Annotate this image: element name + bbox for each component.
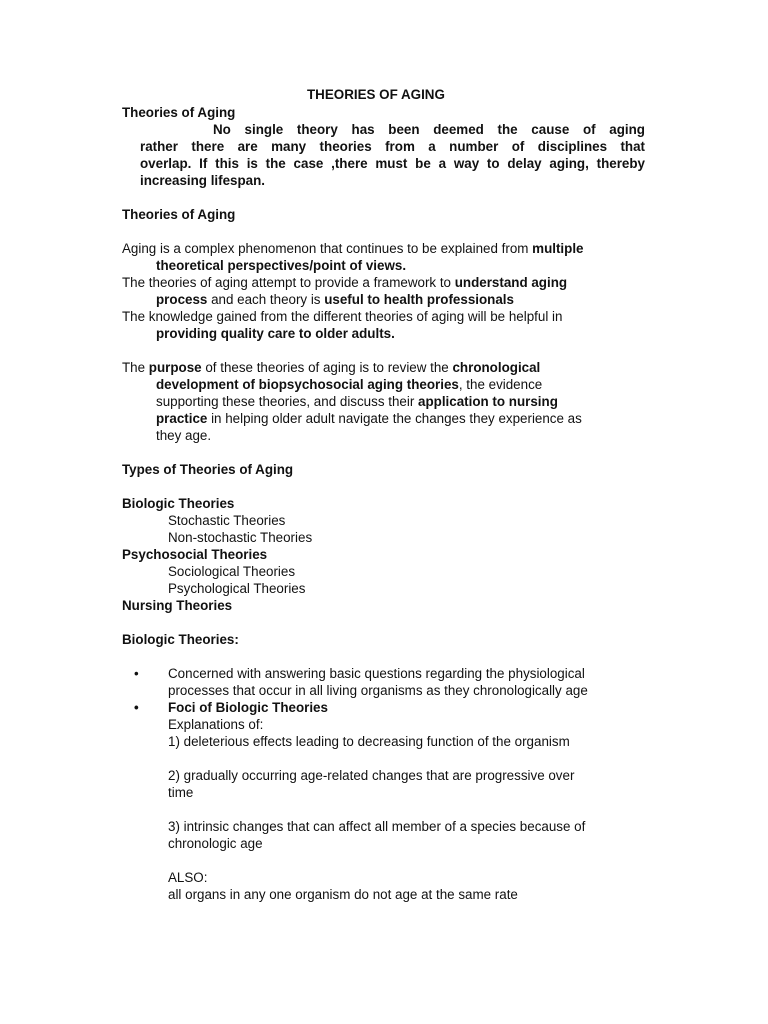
biologic-bullet1-line2: processes that occur in all living organisms as they chronologically age: [168, 683, 588, 698]
purpose-line-5: they age.: [156, 428, 212, 443]
document-title: THEORIES OF AGING: [307, 87, 445, 102]
types-nursing: Nursing Theories: [122, 598, 233, 613]
biologic-item-3-line2: chronologic age: [168, 836, 263, 851]
biologic-item-2-line2: time: [168, 785, 194, 800]
types-psychological: Psychological Theories: [168, 581, 306, 596]
biologic-also-label: ALSO:: [168, 870, 208, 885]
intro-line-2: rather there are many theories from a number of disciplines that: [140, 139, 645, 154]
purpose-line-3: supporting these theories, and discuss their application to nursing: [156, 394, 558, 409]
bullet-icon: •: [134, 700, 139, 715]
biologic-also-text: all organs in any one organism do not age at the same rate: [168, 887, 518, 902]
biologic-explanations: Explanations of:: [168, 717, 264, 732]
types-sociological: Sociological Theories: [168, 564, 296, 579]
section2-para1-line1: Aging is a complex phenomenon that continues to be explained from multiple: [122, 241, 584, 256]
biologic-foci-title: Foci of Biologic Theories: [168, 700, 328, 715]
intro-heading: Theories of Aging: [122, 105, 236, 120]
intro-line-1: No single theory has been deemed the cause of aging: [213, 122, 645, 137]
types-heading: Types of Theories of Aging: [122, 462, 294, 477]
section2-para2-line2: process and each theory is useful to health professionals: [156, 292, 514, 307]
section2-para3-line1: The knowledge gained from the different theories of aging will be helpful in: [122, 309, 563, 324]
types-stochastic: Stochastic Theories: [168, 513, 286, 528]
types-nonstochastic: Non-stochastic Theories: [168, 530, 313, 545]
intro-line-4: increasing lifespan.: [140, 173, 266, 188]
bullet-icon: •: [134, 666, 139, 681]
section2-para1-line2: theoretical perspectives/point of views.: [156, 258, 407, 273]
section2-para3-line2: providing quality care to older adults.: [156, 326, 395, 341]
biologic-bullet1-line1: Concerned with answering basic questions regarding the physiological: [168, 666, 585, 681]
intro-line-3: overlap. If this is the case ,there must be a way to delay aging, thereby: [140, 156, 645, 171]
types-biologic: Biologic Theories: [122, 496, 235, 511]
purpose-line-4: practice in helping older adult navigate the changes they experience as: [156, 411, 582, 426]
purpose-line-1: The purpose of these theories of aging is to review the chronological: [122, 360, 541, 375]
purpose-line-2: development of biopsychosocial aging theories, the evidence: [156, 377, 543, 392]
section2-para2-line1: The theories of aging attempt to provide a framework to understand aging: [122, 275, 568, 290]
biologic-item-1: 1) deleterious effects leading to decreasing function of the organism: [168, 734, 570, 749]
types-psychosocial: Psychosocial Theories: [122, 547, 268, 562]
biologic-item-2-line1: 2) gradually occurring age-related changes that are progressive over: [168, 768, 575, 783]
section2-heading: Theories of Aging: [122, 207, 236, 222]
biologic-item-3-line1: 3) intrinsic changes that can affect all member of a species because of: [168, 819, 586, 834]
biologic-heading: Biologic Theories:: [122, 632, 239, 647]
